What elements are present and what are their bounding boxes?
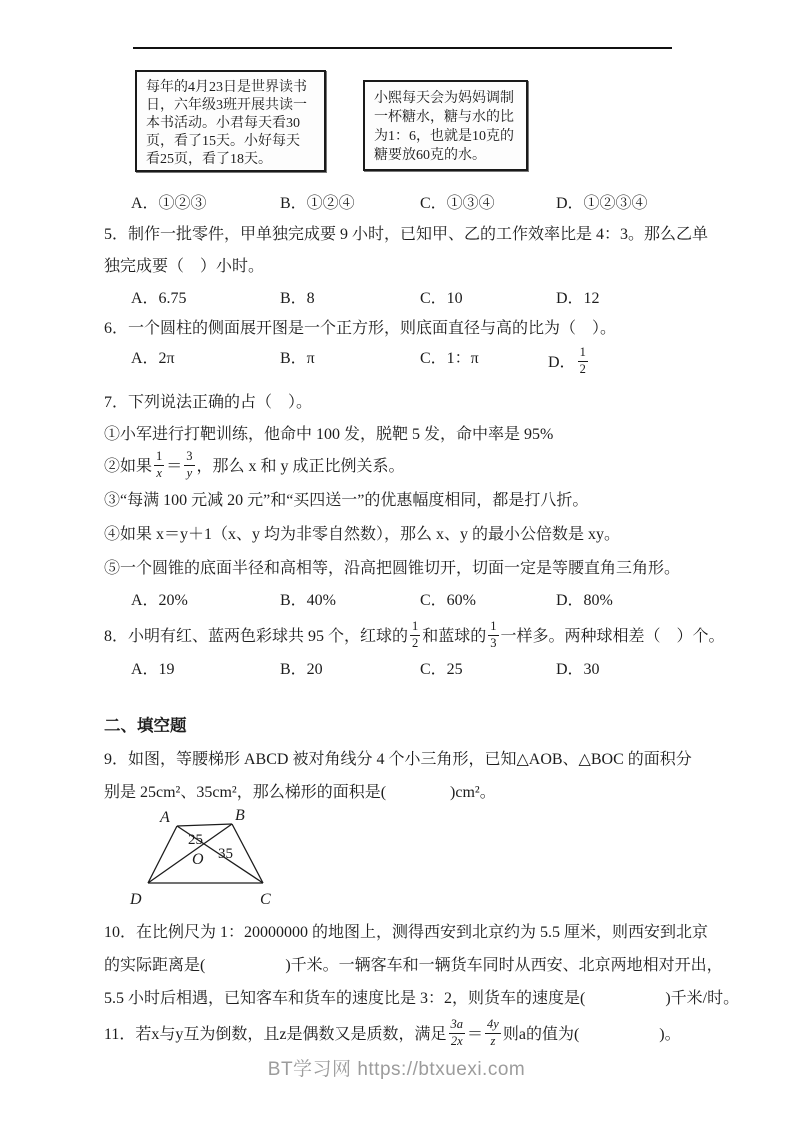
fraction-1-over-x — [154, 450, 164, 481]
q5-stem-line-1: 5．制作一批零件，甲单独完成要 9 小时，已知甲、乙的工作效率比是 4：3。那么乙单 — [104, 226, 709, 243]
q8-stem — [104, 619, 725, 654]
q8-stem-pre: 8．小明有红、蓝两色彩球共 95 个，红球的 — [104, 628, 409, 645]
info-box-line: 小熙每天会为妈妈调制 — [374, 91, 514, 106]
q5-stem-line-2: 独完成要（ ）小时。 — [104, 258, 265, 275]
q9-trapezoid-figure — [122, 804, 302, 919]
q8-option-a: A．19 — [131, 661, 175, 678]
info-box-line: 看25页，看了18天。 — [146, 152, 272, 167]
q5-options-row — [104, 288, 704, 314]
q7-stem: 7．下列说法正确的占（ ）。 — [104, 394, 313, 411]
fraction-one-half — [578, 346, 588, 377]
q9-stem-line-2: 别是 25cm²、35cm²，那么梯形的面积是( )cm²。 — [104, 784, 496, 801]
info-box-line: 每年的4月23日是世界读书 — [146, 80, 307, 95]
fraction-numerator: 1 — [154, 450, 164, 466]
info-box-line: 糖要放60克的水。 — [374, 148, 486, 163]
vertex-label-a: A — [160, 809, 170, 826]
q11-stem-pre: 11．若x与y互为倒数，且z是偶数又是质数，满足 — [104, 1026, 447, 1043]
q7-option-c: C．60% — [420, 592, 477, 609]
q7-statement-3: ③“每满 100 元减 20 元”和“买四送一”的优惠幅度相同，都是打八折。 — [104, 492, 589, 509]
fraction-denominator: y — [186, 465, 193, 480]
q8-stem-mid: 和蓝球的 — [422, 628, 487, 645]
q8-stem-post: 一样多。两种球相差（ ）个。 — [500, 628, 725, 645]
q11-stem — [104, 1018, 704, 1052]
q10-stem-line-3: 5.5 小时后相遇，已知客车和货车的速度比是 3：2，则货车的速度是( )千米/时。 — [104, 990, 740, 1007]
q6-option-a: A．2π — [131, 350, 175, 367]
q8-option-b: B．20 — [280, 661, 323, 678]
q8-option-c: C．25 — [420, 661, 463, 678]
fraction-numerator: 3 — [184, 450, 194, 466]
q6-option-d — [548, 345, 590, 379]
fraction-denominator: 2 — [412, 635, 419, 650]
info-box-line: 一杯糖水，糖与水的比 — [374, 110, 514, 125]
q10-stem-line-1: 10．在比例尺为 1：20000000 的地图上，测得西安到北京约为 5.5 厘米，则西安到北京 — [104, 924, 709, 941]
info-box-line: 为1：6，也就是10克的 — [374, 129, 514, 144]
fraction-denominator: 3 — [490, 635, 497, 650]
q5-option-a: A．6.75 — [131, 290, 187, 307]
fraction-one-third — [488, 620, 498, 651]
fraction-numerator: 1 — [410, 620, 420, 636]
q6-options-row — [104, 345, 704, 380]
q7-option-b: B．40% — [280, 592, 337, 609]
trapezoid-side-da — [148, 826, 177, 883]
fraction-denominator: 2x — [450, 1033, 463, 1048]
equals-sign: ＝ — [467, 1026, 484, 1043]
q10-stem-line-2: 的实际距离是( )千米。一辆客车和一辆货车同时从西安、北京两地相对开出， — [104, 957, 723, 974]
q5-option-d: D．12 — [556, 290, 600, 307]
fraction-denominator: x — [156, 465, 162, 480]
q6-option-b: B．π — [280, 350, 315, 367]
q7-statement-2 — [104, 450, 704, 484]
q4-option-b: B．①②④ — [280, 195, 355, 212]
q7-statement-1: ①小军进行打靶训练，他命中 100 发，脱靶 5 发，命中率是 95% — [104, 426, 554, 443]
trapezoid-side-ab — [177, 824, 232, 826]
fraction-3-over-y — [184, 450, 194, 481]
area-label-35: 35 — [218, 846, 233, 862]
fraction-one-half — [410, 620, 420, 651]
top-divider-line — [133, 47, 672, 49]
q4-option-a: A．①②③ — [131, 195, 207, 212]
fraction-denominator: z — [490, 1033, 496, 1048]
info-box-line: 本书活动。小君每天看30 — [146, 116, 300, 131]
q5-option-c: C．10 — [420, 290, 463, 307]
q4-option-c: C．①③④ — [420, 195, 495, 212]
fraction-numerator: 3a — [449, 1018, 466, 1034]
info-box-line: 日，六年级3班开展共读一 — [146, 98, 307, 113]
trapezoid-side-bc — [232, 824, 263, 883]
q4-option-d: D．①②③④ — [556, 195, 648, 212]
q7-option-d: D．80% — [556, 592, 613, 609]
fraction-denominator: 2 — [579, 361, 586, 376]
q4-info-box-reading — [135, 70, 326, 172]
q6-option-c: C．1：π — [420, 350, 479, 367]
q5-option-b: B．8 — [280, 290, 315, 307]
q4-options-row — [104, 193, 704, 219]
q8-options-row — [104, 659, 704, 685]
q7-statement-5: ⑤一个圆锥的底面半径和高相等，沿高把圆锥切开，切面一定是等腰直角三角形。 — [104, 560, 681, 577]
q7-option-a: A．20% — [131, 592, 188, 609]
q7-options-row — [104, 590, 704, 616]
fraction-numerator: 1 — [488, 620, 498, 636]
equals-sign: ＝ — [166, 458, 183, 475]
fraction-4y-over-z — [485, 1018, 501, 1049]
q11-stem-post: 则a的值为( )。 — [502, 1026, 681, 1043]
q9-stem-line-1: 9．如图，等腰梯形 ABCD 被对角线分 4 个小三角形，已知△AOB、△BOC 的面积分 — [104, 751, 692, 768]
info-box-line: 页，看了15天。小好每天 — [146, 134, 300, 149]
q8-option-d: D．30 — [556, 661, 600, 678]
q7-statement-2-post: ，那么 x 和 y 成正比例关系。 — [196, 458, 405, 475]
area-label-25: 25 — [188, 832, 203, 848]
q6-stem: 6．一个圆柱的侧面展开图是一个正方形，则底面直径与高的比为（ ）。 — [104, 320, 617, 337]
vertex-label-b: B — [235, 807, 245, 824]
vertex-label-c: C — [260, 891, 271, 908]
section-2-header: 二、填空题 — [104, 716, 187, 735]
fraction-numerator: 4y — [485, 1018, 501, 1034]
fraction-3a-over-2x — [449, 1018, 466, 1049]
vertex-label-d: D — [130, 891, 142, 908]
center-label-o: O — [192, 851, 204, 868]
q7-statement-4: ④如果 x＝y＋1（x、y 均为非零自然数），那么 x、y 的最小公倍数是 xy。 — [104, 526, 621, 543]
q4-info-box-sugar-water — [363, 80, 528, 171]
fraction-numerator: 1 — [578, 346, 588, 362]
footer-watermark: BT学习网 https://btxuexi.com — [267, 1059, 526, 1080]
q6-option-d-label: D． — [548, 353, 576, 371]
q7-statement-2-pre: ②如果 — [104, 458, 153, 475]
